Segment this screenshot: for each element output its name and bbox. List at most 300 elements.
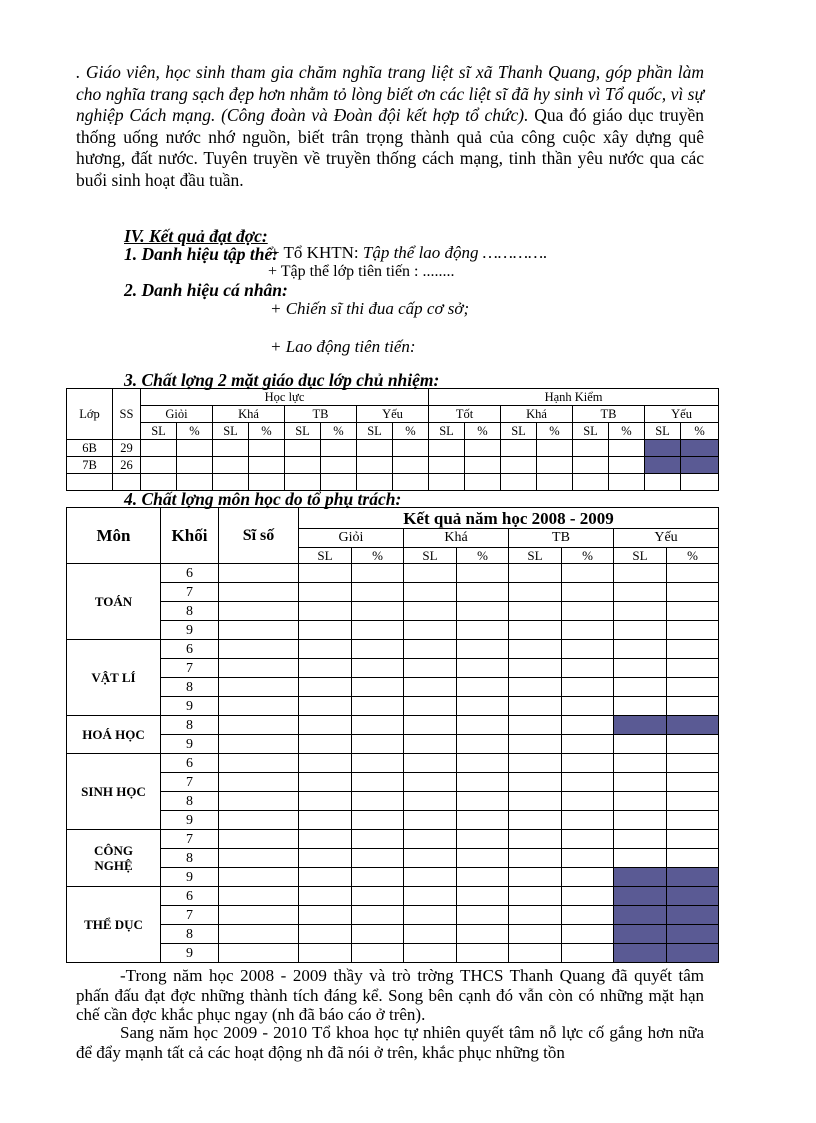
data-cell — [457, 678, 509, 697]
row-ss: 29 — [113, 440, 141, 457]
header-kha: Khá — [404, 529, 509, 548]
grade-cell: 6 — [161, 564, 219, 583]
subject-name: HOÁ HỌC — [67, 716, 161, 754]
shaded-cell — [645, 457, 681, 474]
shaded-cell — [667, 906, 719, 925]
sl-header: SL — [357, 423, 393, 440]
data-cell — [614, 640, 667, 659]
closing-paragraph-1: -Trong năm học 2008 - 2009 thầy và trò trờng THCS Thanh Quang đã quyết tâm phấn đấu đạt đợc những thành tích đáng kể. Song bên cạnh đó vẫn còn có những mặt hạn chế cần đợc khắc phục ngay (nh đã báo cáo ở trên). — [76, 966, 704, 1024]
data-cell — [299, 849, 352, 868]
data-cell — [404, 868, 457, 887]
data-cell — [562, 754, 614, 773]
data-cell — [509, 640, 562, 659]
data-cell — [352, 678, 404, 697]
data-cell — [667, 564, 719, 583]
pct-header: % — [393, 423, 429, 440]
header-hoc-luc: Học lực — [141, 389, 429, 406]
header-hk-tot: Tốt — [429, 406, 501, 423]
data-cell — [509, 735, 562, 754]
data-cell — [562, 659, 614, 678]
data-cell — [352, 830, 404, 849]
data-cell — [509, 830, 562, 849]
data-cell — [352, 811, 404, 830]
data-cell — [299, 887, 352, 906]
data-cell — [562, 811, 614, 830]
header-hl-gioi: Giỏi — [141, 406, 213, 423]
shaded-cell — [614, 925, 667, 944]
data-cell — [667, 678, 719, 697]
data-cell — [299, 678, 352, 697]
data-cell — [352, 792, 404, 811]
data-cell — [667, 773, 719, 792]
table-row — [67, 457, 719, 474]
data-cell — [509, 811, 562, 830]
data-cell — [219, 906, 299, 925]
table-row — [67, 602, 719, 621]
data-cell — [667, 811, 719, 830]
data-cell — [614, 564, 667, 583]
data-cell — [667, 735, 719, 754]
data-cell — [614, 678, 667, 697]
data-cell — [667, 792, 719, 811]
data-cell — [352, 621, 404, 640]
data-cell — [219, 925, 299, 944]
data-cell — [404, 716, 457, 735]
data-cell — [219, 849, 299, 868]
data-cell — [299, 792, 352, 811]
sl-header: SL — [614, 548, 667, 564]
data-cell — [614, 697, 667, 716]
data-cell — [457, 659, 509, 678]
data-cell — [352, 583, 404, 602]
grade-cell: 8 — [161, 925, 219, 944]
data-cell — [457, 716, 509, 735]
grade-cell: 6 — [161, 887, 219, 906]
item-khtn-award — [270, 243, 548, 263]
grade-cell: 8 — [161, 602, 219, 621]
grade-cell: 9 — [161, 697, 219, 716]
data-cell — [404, 602, 457, 621]
shaded-cell — [614, 868, 667, 887]
table-row — [67, 773, 719, 792]
data-cell — [509, 754, 562, 773]
table-row — [67, 474, 719, 491]
header-hl-kha: Khá — [213, 406, 285, 423]
subject-name: THỂ DỤC — [67, 887, 161, 963]
data-cell — [299, 811, 352, 830]
data-cell — [614, 621, 667, 640]
grade-cell: 7 — [161, 659, 219, 678]
data-cell — [404, 659, 457, 678]
header-yeu: Yếu — [614, 529, 719, 548]
table-row — [67, 640, 719, 659]
pct-header: % — [667, 548, 719, 564]
table-row — [67, 754, 719, 773]
data-cell — [509, 659, 562, 678]
shaded-cell — [667, 887, 719, 906]
data-cell — [509, 716, 562, 735]
header-hk-tb: TB — [573, 406, 645, 423]
header-tb: TB — [509, 529, 614, 548]
data-cell — [509, 773, 562, 792]
data-cell — [457, 621, 509, 640]
data-cell — [404, 754, 457, 773]
item-advanced-worker: + Lao động tiên tiến: — [270, 337, 416, 356]
data-cell — [562, 944, 614, 963]
data-cell — [667, 849, 719, 868]
grade-cell: 9 — [161, 621, 219, 640]
data-cell — [352, 925, 404, 944]
table-row — [67, 906, 719, 925]
data-cell — [219, 944, 299, 963]
sl-header: SL — [509, 548, 562, 564]
data-cell — [404, 697, 457, 716]
data-cell — [667, 697, 719, 716]
data-cell — [562, 640, 614, 659]
data-cell — [219, 678, 299, 697]
data-cell — [509, 944, 562, 963]
shaded-cell — [667, 925, 719, 944]
data-cell — [219, 735, 299, 754]
data-cell — [509, 887, 562, 906]
data-cell — [219, 640, 299, 659]
table-row — [67, 659, 719, 678]
sl-header: SL — [573, 423, 609, 440]
sl-header: SL — [299, 548, 352, 564]
data-cell — [299, 640, 352, 659]
table-row — [67, 621, 719, 640]
heading-class-quality: 3. Chất lợng 2 mặt giáo dục lớp chủ nhiệm: — [124, 370, 440, 390]
data-cell — [219, 887, 299, 906]
data-cell — [219, 564, 299, 583]
data-cell — [457, 906, 509, 925]
header-hk-kha: Khá — [501, 406, 573, 423]
pct-header: % — [681, 423, 719, 440]
data-cell — [614, 830, 667, 849]
data-cell — [667, 830, 719, 849]
grade-cell: 7 — [161, 906, 219, 925]
data-cell — [457, 564, 509, 583]
data-cell — [404, 773, 457, 792]
data-cell — [352, 944, 404, 963]
data-cell — [509, 697, 562, 716]
pct-header: % — [249, 423, 285, 440]
grade-cell: 9 — [161, 944, 219, 963]
data-cell — [614, 602, 667, 621]
data-cell — [457, 830, 509, 849]
data-cell — [562, 792, 614, 811]
data-cell — [299, 735, 352, 754]
data-cell — [219, 621, 299, 640]
data-cell — [509, 868, 562, 887]
data-cell — [509, 621, 562, 640]
data-cell — [352, 735, 404, 754]
table-row — [67, 944, 719, 963]
table-row — [67, 678, 719, 697]
row-lop: 6B — [67, 440, 113, 457]
pct-header: % — [465, 423, 501, 440]
pct-header: % — [321, 423, 357, 440]
data-cell — [614, 659, 667, 678]
heading-individual-title: 2. Danh hiệu cá nhân: — [124, 280, 288, 300]
data-cell — [219, 773, 299, 792]
table-row — [67, 735, 719, 754]
table-row — [67, 887, 719, 906]
grade-cell: 7 — [161, 583, 219, 602]
data-cell — [299, 564, 352, 583]
data-cell — [352, 640, 404, 659]
data-cell — [457, 773, 509, 792]
data-cell — [457, 640, 509, 659]
data-cell — [562, 830, 614, 849]
data-cell — [667, 621, 719, 640]
pct-header: % — [609, 423, 645, 440]
data-cell — [457, 735, 509, 754]
item-emulation-soldier: + Chiến sĩ thi đua cấp cơ sở; — [270, 299, 470, 318]
data-cell — [457, 849, 509, 868]
data-cell — [404, 640, 457, 659]
data-cell — [562, 621, 614, 640]
data-cell — [562, 583, 614, 602]
grade-cell: 8 — [161, 716, 219, 735]
data-cell — [404, 564, 457, 583]
data-cell — [509, 792, 562, 811]
row-lop: 7B — [67, 457, 113, 474]
shaded-cell — [681, 457, 719, 474]
sl-header: SL — [501, 423, 537, 440]
sl-header: SL — [645, 423, 681, 440]
shaded-cell — [667, 868, 719, 887]
table-row — [67, 925, 719, 944]
data-cell — [404, 811, 457, 830]
data-cell — [562, 735, 614, 754]
data-cell — [299, 773, 352, 792]
sl-header: SL — [213, 423, 249, 440]
data-cell — [667, 659, 719, 678]
data-cell — [509, 564, 562, 583]
data-cell — [219, 868, 299, 887]
heading-subject-quality: 4. Chất lợng môn học do tổ phụ trách: — [124, 489, 402, 509]
subject-name: VẬT LÍ — [67, 640, 161, 716]
data-cell — [404, 849, 457, 868]
section-iv-heading: IV. Kết quả đạt đợc: — [124, 226, 268, 246]
data-cell — [299, 830, 352, 849]
header-hk-yeu: Yếu — [645, 406, 719, 423]
data-cell — [352, 564, 404, 583]
data-cell — [219, 811, 299, 830]
grade-cell: 8 — [161, 849, 219, 868]
table-row — [67, 830, 719, 849]
data-cell — [457, 925, 509, 944]
data-cell — [352, 716, 404, 735]
table-row — [67, 792, 719, 811]
data-cell — [667, 754, 719, 773]
data-cell — [457, 944, 509, 963]
header-result-title: Kết quả năm học 2008 - 2009 — [299, 508, 719, 529]
data-cell — [457, 754, 509, 773]
grade-cell: 8 — [161, 792, 219, 811]
data-cell — [299, 621, 352, 640]
header-khoi: Khối — [161, 508, 219, 564]
sl-header: SL — [285, 423, 321, 440]
intro-italic-text: . Giáo viên, học sinh tham gia chăm nghĩa trang liệt sĩ xã Thanh Quang, góp phần làm cho nghĩa trang sạch đẹp hơn nhằm tỏ lòng biết ơn các liệt sĩ đã hy sinh vì Tổ quốc, vì sự nghiệp Cách mạng. (Công đoàn và Đoàn đội kết hợp tổ chức). — [76, 62, 704, 125]
data-cell — [219, 830, 299, 849]
data-cell — [667, 602, 719, 621]
data-cell — [562, 849, 614, 868]
data-cell — [299, 925, 352, 944]
data-cell — [562, 602, 614, 621]
data-cell — [509, 602, 562, 621]
class-quality-table — [66, 388, 719, 491]
data-cell — [219, 792, 299, 811]
shaded-cell — [614, 944, 667, 963]
data-cell — [299, 754, 352, 773]
data-cell — [614, 583, 667, 602]
grade-cell: 9 — [161, 868, 219, 887]
data-cell — [509, 849, 562, 868]
data-cell — [562, 773, 614, 792]
data-cell — [404, 678, 457, 697]
grade-cell: 7 — [161, 830, 219, 849]
data-cell — [352, 773, 404, 792]
data-cell — [509, 678, 562, 697]
data-cell — [299, 716, 352, 735]
data-cell — [562, 925, 614, 944]
data-cell — [299, 602, 352, 621]
data-cell — [219, 602, 299, 621]
data-cell — [404, 735, 457, 754]
subject-name: CÔNG NGHỆ — [67, 830, 161, 887]
data-cell — [219, 754, 299, 773]
data-cell — [404, 887, 457, 906]
closing-paragraph-2: Sang năm học 2009 - 2010 Tổ khoa học tự nhiên quyết tâm nỗ lực cố gắng hơn nữa để đẩy mạnh tất cả các hoạt động nh đã nói ở trên, khắc phục những tồn — [76, 1023, 704, 1062]
data-cell — [219, 697, 299, 716]
data-cell — [404, 925, 457, 944]
item-khtn-prefix: + Tổ KHTN: — [270, 243, 363, 262]
data-cell — [509, 906, 562, 925]
data-cell — [562, 716, 614, 735]
data-cell — [299, 697, 352, 716]
data-cell — [562, 678, 614, 697]
pct-header: % — [352, 548, 404, 564]
data-cell — [352, 602, 404, 621]
grade-cell: 8 — [161, 678, 219, 697]
data-cell — [404, 621, 457, 640]
data-cell — [352, 754, 404, 773]
data-cell — [614, 735, 667, 754]
data-cell — [457, 887, 509, 906]
data-cell — [352, 697, 404, 716]
table-row — [67, 440, 719, 457]
table-row — [67, 811, 719, 830]
data-cell — [562, 887, 614, 906]
grade-cell: 9 — [161, 811, 219, 830]
data-cell — [299, 906, 352, 925]
table-row — [67, 716, 719, 735]
table-row — [67, 583, 719, 602]
sl-header: SL — [404, 548, 457, 564]
subject-name: SINH HỌC — [67, 754, 161, 830]
shaded-cell — [614, 716, 667, 735]
data-cell — [404, 906, 457, 925]
header-mon: Môn — [67, 508, 161, 564]
row-ss: 26 — [113, 457, 141, 474]
data-cell — [562, 906, 614, 925]
pct-header: % — [562, 548, 614, 564]
header-si-so: Sĩ số — [219, 508, 299, 564]
shaded-cell — [667, 944, 719, 963]
table-row — [67, 868, 719, 887]
shaded-cell — [667, 716, 719, 735]
intro-normal-text: Qua đó giáo dục truyền thống uống nước nhớ nguồn, biết trân trọng thành quả của công cuộc xây dựng quê hương, đất nước. Tuyên truyền về truyền thống cách mạng, tinh thần yêu nước qua các buổi sinh hoạt đầu tuần. — [76, 105, 704, 190]
grade-cell: 9 — [161, 735, 219, 754]
sl-header: SL — [429, 423, 465, 440]
data-cell — [457, 792, 509, 811]
data-cell — [562, 868, 614, 887]
data-cell — [457, 811, 509, 830]
table-row — [67, 564, 719, 583]
data-cell — [219, 583, 299, 602]
subject-quality-table — [66, 507, 719, 963]
sl-header: SL — [141, 423, 177, 440]
data-cell — [509, 925, 562, 944]
item-advanced-class: + Tập thể lớp tiên tiến : ........ — [268, 263, 455, 280]
data-cell — [614, 773, 667, 792]
data-cell — [404, 944, 457, 963]
grade-cell: 6 — [161, 640, 219, 659]
table-row — [67, 849, 719, 868]
data-cell — [352, 659, 404, 678]
table-row — [67, 697, 719, 716]
shaded-cell — [681, 440, 719, 457]
data-cell — [457, 868, 509, 887]
header-hanh-kiem: Hạnh Kiểm — [429, 389, 719, 406]
data-cell — [614, 754, 667, 773]
header-lop: Lớp — [67, 389, 113, 440]
data-cell — [457, 697, 509, 716]
data-cell — [299, 583, 352, 602]
data-cell — [404, 792, 457, 811]
data-cell — [404, 830, 457, 849]
intro-paragraph — [76, 62, 704, 191]
pct-header: % — [457, 548, 509, 564]
sl-pct-header-row — [67, 423, 719, 440]
heading-collective-title: 1. Danh hiệu tập thể: — [124, 244, 279, 264]
data-cell — [667, 640, 719, 659]
data-cell — [404, 583, 457, 602]
data-cell — [299, 659, 352, 678]
data-cell — [352, 849, 404, 868]
data-cell — [614, 811, 667, 830]
grade-cell: 6 — [161, 754, 219, 773]
shaded-cell — [614, 887, 667, 906]
data-cell — [614, 849, 667, 868]
header-hl-yeu: Yếu — [357, 406, 429, 423]
data-cell — [299, 944, 352, 963]
data-cell — [352, 906, 404, 925]
data-cell — [219, 716, 299, 735]
data-cell — [219, 659, 299, 678]
grade-cell: 7 — [161, 773, 219, 792]
header-ss: SS — [113, 389, 141, 440]
item-khtn-italic: Tập thể lao động …………. — [362, 243, 548, 262]
data-cell — [352, 887, 404, 906]
data-cell — [457, 602, 509, 621]
pct-header: % — [537, 423, 573, 440]
data-cell — [509, 583, 562, 602]
data-cell — [352, 868, 404, 887]
data-cell — [299, 868, 352, 887]
